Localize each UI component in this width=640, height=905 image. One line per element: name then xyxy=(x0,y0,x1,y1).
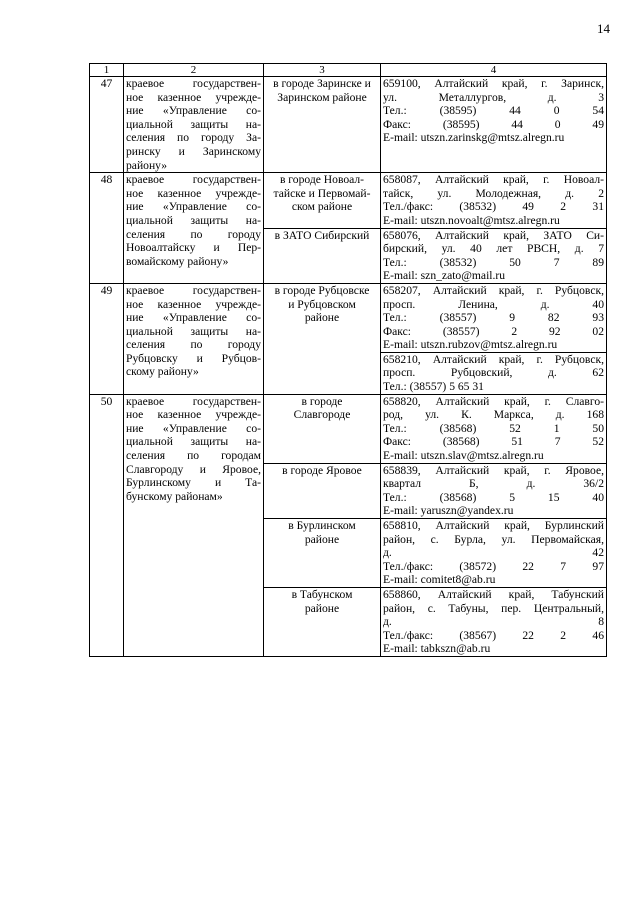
text-line: Тел.: (38557) 5 65 31 xyxy=(383,380,484,394)
text-line: просп. Ленина, д. 40 xyxy=(383,297,604,311)
text-line: скому району» xyxy=(126,365,199,379)
table-row xyxy=(90,283,607,352)
contact-address xyxy=(381,352,607,394)
text-line: Славгороде xyxy=(293,408,351,422)
institution-name xyxy=(124,283,264,394)
contact-address xyxy=(381,519,607,588)
text-line: д. 42 xyxy=(383,546,604,560)
text-line: в Бурлинском xyxy=(288,519,356,532)
text-line: краевое государствен- xyxy=(126,283,261,297)
text-line: вомайскому району» xyxy=(126,254,229,268)
text-line: 658810, Алтайский край, Бурлинский xyxy=(383,519,604,532)
table-header-row xyxy=(90,64,607,77)
text-line: ное казенное учрежде- xyxy=(126,297,261,311)
text-line: Новоалтайску и Пер- xyxy=(126,241,261,255)
text-line: селения по городу xyxy=(126,338,261,352)
text-line: Факс: (38595) 44 0 49 xyxy=(383,117,604,131)
text-line: селения по городу За- xyxy=(126,131,261,145)
text-line: E-mail: yaruszn@yandex.ru xyxy=(383,504,514,518)
contact-address xyxy=(381,228,607,283)
text-line: E-mail: utszn.slav@mtsz.alregn.ru xyxy=(383,449,544,463)
contact-address xyxy=(381,463,607,518)
text-line: 658076, Алтайский край, ЗАТО Си- xyxy=(383,228,604,242)
text-line: краевое государствен- xyxy=(126,394,261,408)
text-line: Бурлинскому и Та- xyxy=(126,476,261,490)
text-line: району» xyxy=(126,158,168,172)
text-line: ное казенное учрежде- xyxy=(126,90,261,104)
service-area xyxy=(264,228,381,283)
text-line: район, с. Табуны, пер. Центральный, xyxy=(383,601,604,615)
text-line: Тел.: (38557) 9 82 93 xyxy=(383,311,604,325)
text-line: бирский, ул. 40 лет РВСН, д. 7 xyxy=(383,242,604,256)
service-area xyxy=(264,173,381,228)
text-line: E-mail: szn_zato@mail.ru xyxy=(383,269,506,283)
text-line: в городе Рубцовске xyxy=(274,283,370,297)
text-line: селения по городу xyxy=(126,227,261,241)
contact-address xyxy=(381,394,607,463)
text-line: Славгороду и Яровое, xyxy=(126,462,261,476)
text-line: бунскому районам» xyxy=(126,489,223,503)
text-line: ние «Управление со- xyxy=(126,104,261,118)
text-line: квартал Б, д. 36/2 xyxy=(383,477,604,491)
text-line: и Рубцовском xyxy=(288,297,356,311)
text-line: районе xyxy=(304,311,340,325)
text-line: циальной защиты на- xyxy=(126,324,261,338)
row-number: 48 xyxy=(90,173,124,284)
text-line: ное казенное учрежде- xyxy=(126,408,261,422)
column-header: 1 xyxy=(90,64,124,77)
text-line: 659100, Алтайский край, г. Заринск, xyxy=(383,77,604,90)
text-line: Тел./факс: (38567) 22 2 46 xyxy=(383,628,604,642)
text-line: циальной защиты на- xyxy=(126,117,261,131)
text-line: E-mail: utszn.zarinskg@mtsz.alregn.ru xyxy=(383,131,565,145)
text-line: просп. Рубцовский, д. 62 xyxy=(383,366,604,380)
text-line: ние «Управление со- xyxy=(126,200,261,214)
text-line: 658207, Алтайский край, г. Рубцовск, xyxy=(383,283,604,297)
service-area xyxy=(264,463,381,518)
text-line: Факс: (38568) 51 7 52 xyxy=(383,435,604,449)
text-line: E-mail: utszn.novoalt@mtsz.alregn.ru xyxy=(383,213,560,227)
text-line: 658839, Алтайский край, г. Яровое, xyxy=(383,463,604,477)
service-area xyxy=(264,77,381,173)
text-line: краевое государствен- xyxy=(126,77,261,90)
service-area xyxy=(264,283,381,394)
text-line: Тел.: (38532) 50 7 89 xyxy=(383,255,604,269)
contact-address xyxy=(381,77,607,173)
text-line: в городе Яровое xyxy=(282,463,362,477)
text-line: Тел./факс: (38532) 49 2 31 xyxy=(383,200,604,214)
row-number: 47 xyxy=(90,77,124,173)
page-number: 14 xyxy=(597,21,610,36)
text-line: район, с. Бурла, ул. Первомайская, xyxy=(383,532,604,546)
row-number: 49 xyxy=(90,283,124,394)
text-line: в Табунском xyxy=(291,587,353,601)
table-row xyxy=(90,173,607,228)
text-line: 658210, Алтайский край, г. Рубцовск, xyxy=(383,352,604,366)
text-line: ние «Управление со- xyxy=(126,421,261,435)
text-line: тайск, ул. Молодежная, д. 2 xyxy=(383,186,604,200)
text-line: 658820, Алтайский край, г. Славго- xyxy=(383,394,604,408)
text-line: род, ул. К. Маркса, д. 168 xyxy=(383,408,604,422)
text-line: Тел.: (38568) 5 15 40 xyxy=(383,490,604,504)
column-header: 4 xyxy=(381,64,607,77)
table-row xyxy=(90,77,607,173)
text-line: 658087, Алтайский край, г. Новоал- xyxy=(383,173,604,187)
text-line: Тел.: (38595) 44 0 54 xyxy=(383,104,604,118)
contact-address xyxy=(381,587,607,656)
text-line: селения по городам xyxy=(126,449,261,463)
text-line: районе xyxy=(304,601,340,615)
text-line: д. 8 xyxy=(383,615,604,629)
text-line: в ЗАТО Сибирский xyxy=(274,228,370,242)
text-line: Рубцовску и Рубцов- xyxy=(126,351,261,365)
text-line: циальной защиты на- xyxy=(126,213,261,227)
text-line: ние «Управление со- xyxy=(126,311,261,325)
text-line: E-mail: tabkszn@ab.ru xyxy=(383,642,491,656)
service-area xyxy=(264,519,381,588)
text-line: Тел.: (38568) 52 1 50 xyxy=(383,421,604,435)
text-line: в городе xyxy=(301,394,343,408)
text-line: в городе Новоал- xyxy=(279,173,365,187)
service-area xyxy=(264,587,381,656)
text-line: ное казенное учрежде- xyxy=(126,186,261,200)
social-protection-offices-table xyxy=(89,63,607,657)
text-line: Факс: (38557) 2 92 02 xyxy=(383,324,604,338)
table-row xyxy=(90,394,607,463)
text-line: 658860, Алтайский край, Табунский xyxy=(383,587,604,601)
text-line: ул. Металлургов, д. 3 xyxy=(383,90,604,104)
text-line: в городе Заринске и xyxy=(273,77,371,90)
text-line: Тел./факс: (38572) 22 7 97 xyxy=(383,559,604,573)
text-line: ском районе xyxy=(291,200,353,214)
row-number: 50 xyxy=(90,394,124,656)
column-header: 3 xyxy=(264,64,381,77)
institution-name xyxy=(124,173,264,284)
contact-address xyxy=(381,173,607,228)
contact-address xyxy=(381,283,607,352)
text-line: циальной защиты на- xyxy=(126,435,261,449)
text-line: Заринском районе xyxy=(277,90,367,104)
text-line: районе xyxy=(304,532,340,546)
text-line: E-mail: comitet8@ab.ru xyxy=(383,573,496,587)
text-line: ринску и Заринскому xyxy=(126,144,261,158)
text-line: тайске и Первомай- xyxy=(273,186,371,200)
text-line: краевое государствен- xyxy=(126,173,261,187)
institution-name xyxy=(124,394,264,656)
institution-name xyxy=(124,77,264,173)
column-header: 2 xyxy=(124,64,264,77)
text-line: E-mail: utszn.rubzov@mtsz.alregn.ru xyxy=(383,338,558,352)
service-area xyxy=(264,394,381,463)
